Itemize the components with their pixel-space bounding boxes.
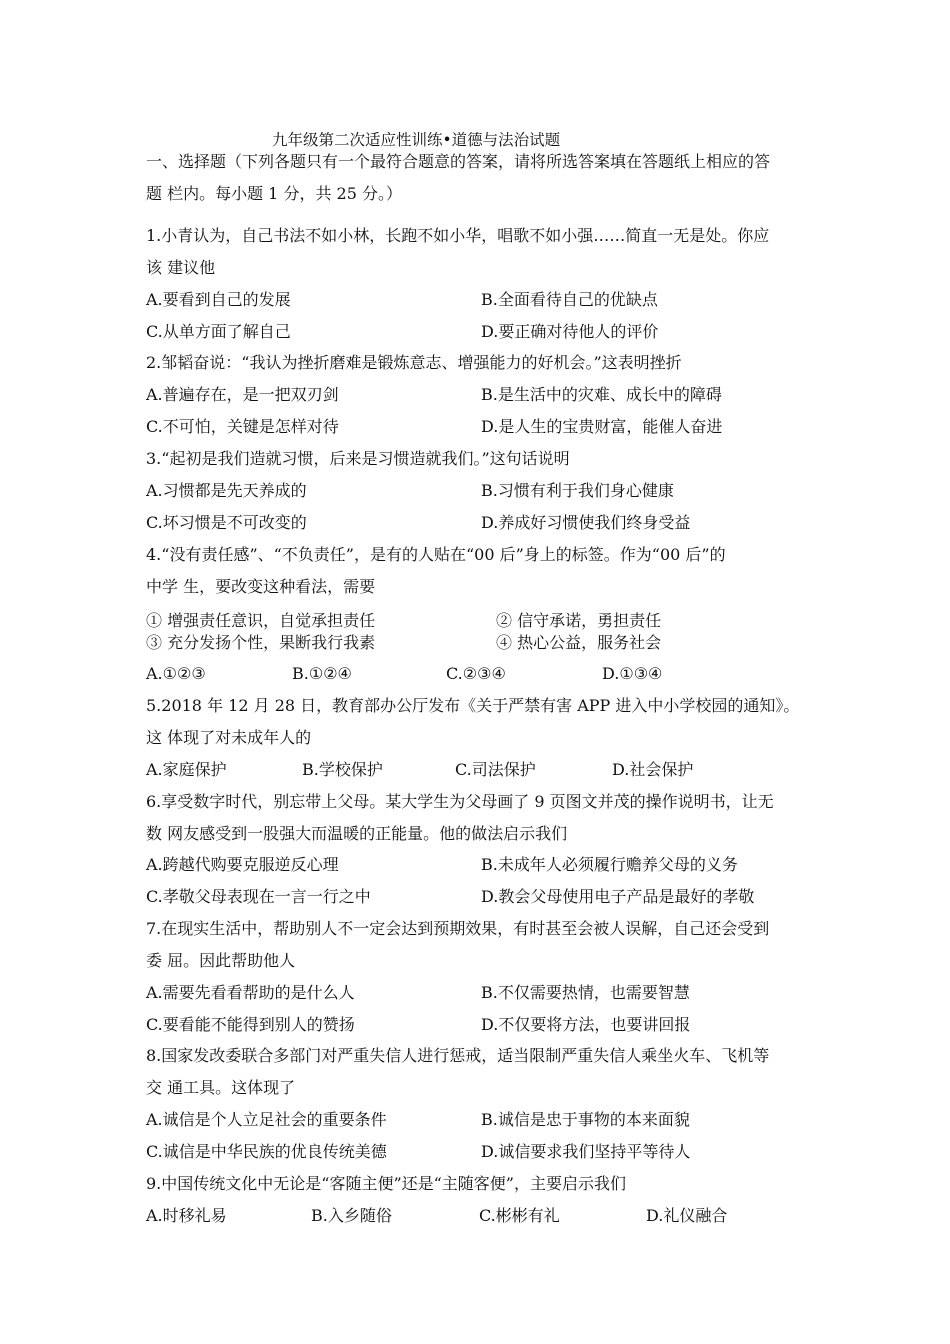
option-c: C.②③④ (446, 664, 506, 683)
option-a: A.普遍存在，是一把双刃剑 (146, 385, 339, 404)
question-stem: 数 网友感受到一股强大而温暖的正能量。他的做法启示我们 (146, 824, 568, 843)
question-stem: 7.在现实生活中，帮助别人不一定会达到预期效果，有时甚至会被人误解，自己还会受到 (146, 919, 770, 938)
question-stem: 中学 生，要改变这种看法，需要 (146, 577, 376, 596)
option-c: C.彬彬有礼 (479, 1206, 560, 1225)
question-stem: 9.中国传统文化中无论是“客随主便”还是“主随客便”，主要启示我们 (146, 1174, 626, 1193)
section-instructions: 题 栏内。每小题 1 分，共 25 分。） (146, 184, 402, 203)
option-a: A.时移礼易 (146, 1206, 227, 1225)
question-stem: 该 建议他 (146, 258, 216, 277)
option-c: C.要看能不能得到别人的赞扬 (146, 1015, 355, 1034)
option-d: D.教会父母使用电子产品是最好的孝敬 (481, 887, 755, 906)
question-stem: 1.小青认为，自己书法不如小林，长跑不如小华，唱歌不如小强……简直一无是处。你应 (146, 226, 770, 245)
statement-4: ④ 热心公益，服务社会 (496, 633, 662, 652)
page-title: 九年级第二次适应性训练•道德与法治试题 (272, 131, 561, 149)
question-stem: 6.享受数字时代，别忘带上父母。某大学生为父母画了 9 页图文并茂的操作说明书，让无 (146, 792, 774, 811)
option-b: B.诚信是忠于事物的本来面貌 (481, 1110, 690, 1129)
statement-3: ③ 充分发扬个性，果断我行我素 (146, 633, 376, 652)
option-b: B.学校保护 (302, 760, 383, 779)
option-c: C.司法保护 (455, 760, 536, 779)
option-b: B.未成年人必须履行赡养父母的义务 (481, 855, 738, 874)
option-d: D.①③④ (602, 664, 663, 683)
question-stem: 5.2018 年 12 月 28 日，教育部办公厅发布《关于严禁有害 APP 进入中小学校园的通知》。 (146, 696, 800, 715)
option-d: D.社会保护 (612, 760, 694, 779)
option-b: B.①②④ (292, 664, 352, 683)
option-b: B.全面看待自己的优缺点 (481, 290, 658, 309)
option-a: A.家庭保护 (146, 760, 227, 779)
question-stem: 委 屈。因此帮助他人 (146, 951, 296, 970)
question-stem: 4.“没有责任感”、“不负责任”，是有的人贴在“00 后”身上的标签。作为“00 后”的 (146, 545, 726, 564)
option-c: C.不可怕，关键是怎样对待 (146, 417, 339, 436)
question-stem: 3.“起初是我们造就习惯，后来是习惯造就我们。”这句话说明 (146, 449, 570, 468)
option-d: D.礼仪融合 (646, 1206, 728, 1225)
option-b: B.习惯有利于我们身心健康 (481, 481, 674, 500)
option-a: A.习惯都是先天养成的 (146, 481, 307, 500)
option-b: B.入乡随俗 (311, 1206, 392, 1225)
option-a: A.要看到自己的发展 (146, 290, 291, 309)
option-b: B.是生活中的灾难、成长中的障碍 (481, 385, 722, 404)
question-stem: 交 通工具。这体现了 (146, 1078, 296, 1097)
option-a: A.①②③ (146, 664, 206, 683)
option-d: D.要正确对待他人的评价 (481, 322, 659, 341)
option-a: A.需要先看看帮助的是什么人 (146, 983, 355, 1002)
statement-2: ② 信守承诺，勇担责任 (496, 611, 662, 630)
question-stem: 8.国家发改委联合多部门对严重失信人进行惩戒，适当限制严重失信人乘坐火车、飞机等 (146, 1046, 770, 1065)
option-d: D.不仅要将方法，也要讲回报 (481, 1015, 691, 1034)
option-c: C.从单方面了解自己 (146, 322, 291, 341)
option-c: C.坏习惯是不可改变的 (146, 513, 307, 532)
option-b: B.不仅需要热情，也需要智慧 (481, 983, 690, 1002)
option-c: C.诚信是中华民族的优良传统美德 (146, 1142, 387, 1161)
section-heading: 一、选择题（下列各题只有一个最符合题意的答案，请将所选答案填在答题纸上相应的答 (146, 152, 771, 171)
question-stem: 2.邹韬奋说：“我认为挫折磨难是锻炼意志、增强能力的好机会。”这表明挫折 (146, 353, 682, 372)
question-stem: 这 体现了对未成年人的 (146, 728, 312, 747)
option-d: D.是人生的宝贵财富，能催人奋进 (481, 417, 723, 436)
option-d: D.养成好习惯使我们终身受益 (481, 513, 691, 532)
option-a: A.跨越代购要克服逆反心理 (146, 855, 339, 874)
option-c: C.孝敬父母表现在一言一行之中 (146, 887, 371, 906)
option-d: D.诚信要求我们坚持平等待人 (481, 1142, 691, 1161)
statement-1: ① 增强责任意识，自觉承担责任 (146, 611, 376, 630)
option-a: A.诚信是个人立足社会的重要条件 (146, 1110, 387, 1129)
